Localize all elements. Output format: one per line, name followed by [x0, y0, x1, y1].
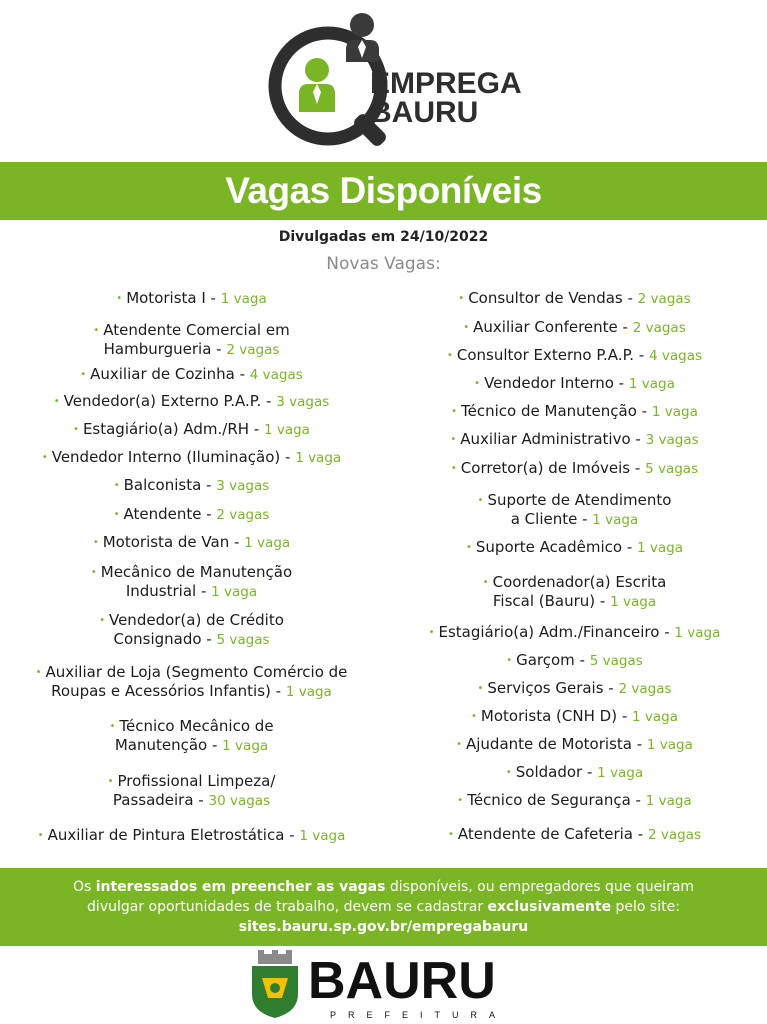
job-title: Fiscal (Bauru) - [492, 592, 611, 610]
job-title: Suporte de Atendimento [487, 491, 672, 509]
job-title: Auxiliar de Cozinha - [90, 365, 250, 383]
section-subtitle: Novas Vagas: [326, 254, 441, 274]
job-title: Técnico de Segurança - [467, 791, 646, 809]
job-title: Roupas e Acessórios Infantis) - [51, 682, 286, 700]
job-title: Consultor Externo P.A.P. - [456, 346, 649, 364]
job-title: a Cliente - [510, 510, 593, 528]
bullet-icon: • [37, 830, 44, 841]
vacancy-count: 2 vagas [618, 681, 672, 697]
bullet-icon: • [470, 711, 477, 722]
bullet-icon: • [463, 322, 470, 333]
job-item [0, 289, 383, 308]
job-item [383, 707, 766, 726]
vacancy-count: 1 vaga [651, 404, 698, 420]
bullet-icon: • [90, 567, 97, 578]
vacancy-count: 1 vaga [637, 540, 683, 556]
job-title: Garçom - [516, 651, 590, 669]
job-item [0, 563, 383, 601]
job-title: Auxiliar de Pintura Eletrostática - [47, 826, 300, 844]
job-title: Vendedor(a) Externo P.A.P. - [63, 392, 277, 410]
job-title: Técnico de Manutenção - [461, 402, 652, 420]
job-item [0, 365, 383, 384]
job-item [383, 791, 766, 810]
job-item [0, 505, 383, 524]
bullet-icon: • [446, 350, 453, 361]
bullet-icon: • [477, 683, 484, 694]
bullet-icon: • [456, 739, 462, 750]
job-item [383, 651, 766, 670]
bullet-icon: • [506, 655, 513, 666]
vacancy-count: 2 vagas [216, 507, 270, 523]
footer-line-2: divulgar oportunidades de trabalho, devem se cadastrar exclusivamente pelo site: [87, 899, 680, 915]
job-title: Hamburgueria - [103, 340, 227, 358]
job-item [0, 420, 383, 439]
job-item [383, 623, 766, 642]
job-title: Profissional Limpeza/ [117, 772, 276, 790]
job-item [383, 402, 766, 421]
job-title: Motorista (CNH D) - [480, 707, 633, 725]
vacancy-count: 1 vaga [211, 584, 258, 600]
job-title: Técnico Mecânico de [119, 717, 274, 735]
bullet-icon: • [116, 293, 123, 304]
job-title: Vendedor(a) de Crédito [108, 611, 284, 629]
empregabauru-logo [0, 0, 767, 160]
vacancy-count: 1 vaga [674, 625, 721, 641]
job-item [0, 476, 383, 495]
vacancy-count: 4 vagas [249, 367, 303, 383]
bullet-icon: • [450, 434, 457, 445]
footer-url-link[interactable]: sites.bauru.sp.gov.br/empregabauru [238, 919, 529, 935]
bullet-icon: • [428, 627, 435, 638]
vacancy-count: 5 vagas [216, 632, 270, 648]
vacancy-count: 4 vagas [649, 348, 703, 364]
job-item [0, 321, 383, 359]
vacancy-count: 3 vagas [276, 394, 330, 410]
vacancy-count: 1 vaga [285, 684, 332, 700]
bauru-wordmark: BAURU [308, 952, 496, 1010]
job-item [0, 448, 383, 467]
job-item [0, 663, 383, 701]
bullet-icon: • [53, 396, 60, 407]
vacancy-count: 1 vaga [222, 738, 269, 754]
job-title: Motorista de Van - [102, 533, 245, 551]
vacancy-count: 1 vaga [295, 450, 342, 466]
bullet-icon: • [457, 795, 464, 806]
vacancy-count: 1 vaga [645, 793, 692, 809]
vacancy-count: 1 vaga [646, 737, 693, 753]
job-title: Atendente - [123, 505, 217, 523]
footer-notice [0, 868, 767, 946]
job-title: Vendedor Interno (Iluminação) - [51, 448, 296, 466]
job-title: Consultor de Vendas - [468, 289, 638, 307]
vacancy-count: 5 vagas [645, 461, 699, 477]
bullet-icon: • [465, 542, 472, 553]
bullet-icon: • [99, 615, 105, 626]
job-item [383, 735, 766, 754]
job-item [383, 430, 766, 449]
bullet-icon: • [80, 369, 87, 380]
vacancy-count: 2 vagas [632, 320, 686, 336]
bullet-icon: • [35, 667, 42, 678]
job-title: Corretor(a) de Imóveis - [460, 459, 646, 477]
job-item [0, 392, 383, 411]
bullet-icon: • [113, 509, 120, 520]
prefeitura-wordmark: PREFEITURA [330, 1010, 508, 1020]
job-item [383, 763, 766, 782]
vacancy-count: 1 vaga [610, 594, 657, 610]
job-title: Atendente de Cafeteria - [457, 825, 648, 843]
coat-of-arms-icon [252, 950, 298, 1018]
job-title: Balconista - [123, 476, 217, 494]
job-title: Mecânico de Manutenção [100, 563, 293, 581]
job-title: Estagiário(a) Adm./Financeiro - [438, 623, 675, 641]
vacancy-count: 2 vagas [647, 827, 701, 843]
job-item [0, 772, 383, 810]
footer-line-1: Os interessados em preencher as vagas disponíveis, ou empregadores que queiram [72, 879, 695, 895]
bullet-icon: • [474, 378, 481, 389]
job-title: Auxiliar Conferente - [473, 318, 633, 336]
job-item [383, 538, 766, 557]
bullet-icon: • [109, 721, 116, 732]
job-item [383, 346, 766, 365]
publish-date: Divulgadas em 24/10/2022 [278, 229, 489, 245]
job-item [383, 825, 766, 844]
vacancy-count: 1 vaga [628, 376, 675, 392]
vacancy-count: 30 vagas [208, 793, 271, 809]
vacancy-count: 1 vaga [592, 512, 639, 528]
job-item [0, 611, 383, 649]
job-item [0, 533, 383, 552]
job-title: Atendente Comercial em [103, 321, 290, 339]
job-item [383, 679, 766, 698]
job-title: Serviços Gerais - [487, 679, 619, 697]
bullet-icon: • [477, 495, 484, 506]
bullet-icon: • [92, 537, 99, 548]
vacancy-count: 3 vagas [645, 432, 699, 448]
vacancy-count: 5 vagas [589, 653, 643, 669]
job-title: Auxiliar de Loja (Segmento Comércio de [45, 663, 348, 681]
bullet-icon: • [448, 829, 454, 840]
person-dark-icon [350, 13, 374, 37]
bullet-icon: • [93, 325, 100, 336]
job-item [383, 459, 766, 478]
vacancy-count: 1 vaga [244, 535, 291, 551]
person-head-icon [305, 58, 329, 82]
job-title: Auxiliar Administrativo - [460, 430, 646, 448]
bullet-icon: • [41, 452, 48, 463]
job-title: Soldador - [515, 763, 598, 781]
job-item [383, 374, 766, 393]
vacancy-count: 2 vagas [226, 342, 280, 358]
bullet-icon: • [482, 577, 489, 588]
job-title: Industrial - [125, 582, 212, 600]
logo-word-1: EMPREGA [370, 67, 522, 100]
bullet-icon: • [73, 424, 79, 435]
bullet-icon: • [458, 293, 465, 304]
vacancy-count: 1 vaga [263, 422, 310, 438]
job-item [383, 318, 766, 337]
job-title: Ajudante de Motorista - [466, 735, 647, 753]
job-title: Consignado - [113, 630, 217, 648]
job-title: Coordenador(a) Escrita [492, 573, 667, 591]
bullet-icon: • [450, 463, 457, 474]
job-item [383, 491, 766, 529]
vacancy-count: 1 vaga [597, 765, 644, 781]
bullet-icon: • [113, 480, 120, 491]
bullet-icon: • [451, 406, 458, 417]
job-title: Estagiário(a) Adm./RH - [82, 420, 264, 438]
prefeitura-bauru-logo [0, 948, 767, 1024]
job-item [0, 717, 383, 755]
job-item [0, 826, 383, 845]
job-title: Passadeira - [112, 791, 209, 809]
job-title: Manutenção - [114, 736, 223, 754]
job-title: Suporte Acadêmico - [475, 538, 638, 556]
bullet-icon: • [107, 776, 114, 787]
vacancy-count: 1 vaga [220, 291, 267, 307]
job-title: Vendedor Interno - [484, 374, 629, 392]
job-item [383, 289, 766, 308]
page-title: Vagas Disponíveis [0, 162, 767, 220]
job-item [383, 573, 766, 611]
vacancy-count: 3 vagas [216, 478, 270, 494]
vacancy-count: 2 vagas [637, 291, 691, 307]
logo-word-2: BAURU [370, 96, 479, 129]
bullet-icon: • [505, 767, 512, 778]
vacancy-count: 1 vaga [299, 828, 346, 844]
vacancy-count: 1 vaga [632, 709, 678, 725]
job-title: Motorista I - [126, 289, 221, 307]
